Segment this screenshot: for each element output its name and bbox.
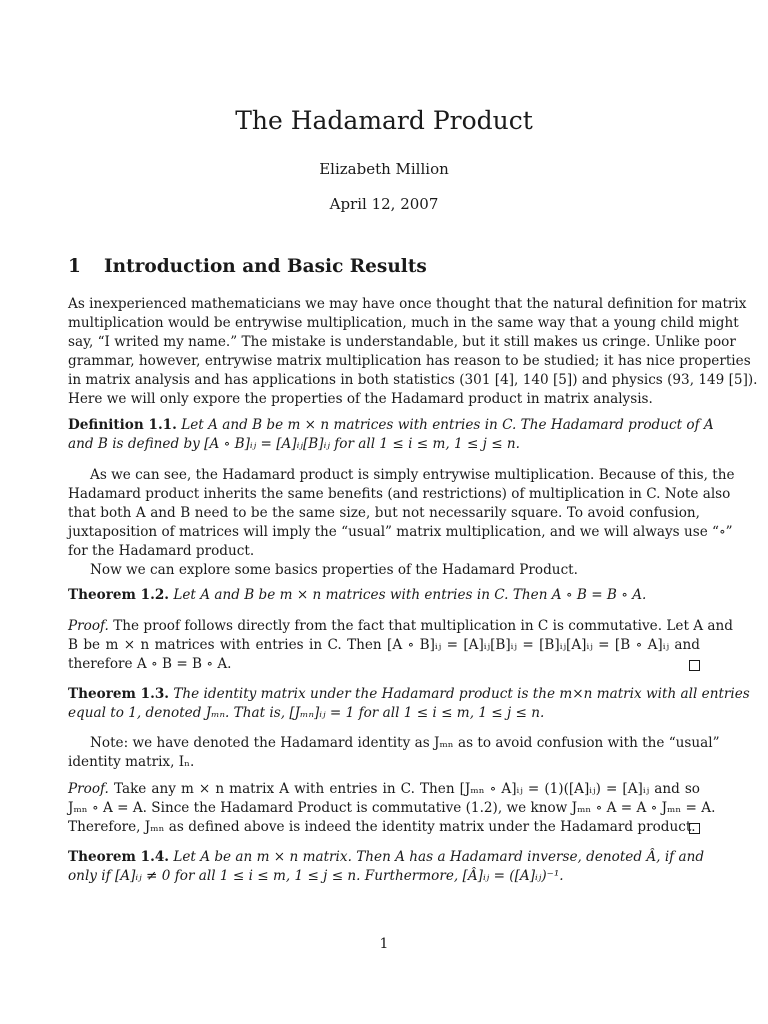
definition-1-1 [68, 416, 714, 454]
page-number: 1 [379, 936, 389, 952]
definition-text: Let A and B be m × n matrices with entries in C. The Hadamard product of A [181, 417, 714, 433]
text-line: grammar, however, entrywise matrix multiplication has reason to be studied; it has nice properties [68, 353, 751, 369]
proof-text: B be m × n matrices with entries in C. Then [A ∘ B]ᵢⱼ = [A]ᵢⱼ[B]ᵢⱼ = [B]ᵢⱼ[A]ᵢⱼ = [B ∘ A]ᵢⱼ and [68, 637, 700, 653]
text-line: As we can see, the Hadamard product is simply entrywise multiplication. Because of this, the [90, 467, 735, 483]
text-line: that both A and B need to be the same size, but not necessarily square. To avoid confusion, [68, 505, 700, 521]
definition-head: Definition 1.1. [68, 417, 177, 433]
proof-head: Proof. [68, 618, 109, 634]
text-line: say, “I writed my name.” The mistake is understandable, but it still makes us cringe. Unlike poor [68, 334, 736, 350]
theorem-1-4 [68, 848, 705, 886]
text-line: multiplication would be entrywise multiplication, much in the same way that a young child might [68, 315, 739, 331]
text-line: Hadamard product inherits the same benefits (and restrictions) of multiplication in C. Note also [68, 486, 731, 502]
theorem-text: Let A and B be m × n matrices with entries in C. Then A ∘ B = B ∘ A. [173, 587, 647, 603]
proof-head: Proof. [68, 781, 109, 797]
theorem-text: The identity matrix under the Hadamard product is the m×n matrix with all entries [173, 686, 750, 702]
paper-date: April 12, 2007 [329, 195, 439, 213]
section-title: Introduction and Basic Results [104, 256, 427, 277]
note-paragraph [68, 734, 720, 772]
qed-icon [689, 823, 700, 834]
paragraph-3: Now we can explore some basics properties of the Hadamard Product. [90, 562, 578, 578]
text-line: As inexperienced mathematicians we may have once thought that the natural definition for matrix [68, 296, 747, 312]
text-line: in matrix analysis and has applications in both statistics (301 [4], 140 [5]) and physics (93, 149 [5]). [68, 372, 758, 388]
definition-text: and B is defined by [A ∘ B]ᵢⱼ = [A]ᵢⱼ[B]ᵢⱼ for all 1 ≤ i ≤ m, 1 ≤ j ≤ n. [68, 436, 520, 452]
proof-1-3 [68, 780, 716, 837]
theorem-head: Theorem 1.3. [68, 686, 170, 702]
qed-icon [689, 660, 700, 671]
proof-text: Jₘₙ ∘ A = A. Since the Hadamard Product is commutative (1.2), we know Jₘₙ ∘ A = A ∘ Jₘₙ = A. [68, 800, 716, 816]
text-line: Note: we have denoted the Hadamard identity as Jₘₙ as to avoid confusion with the “usual” [90, 735, 720, 751]
theorem-head: Theorem 1.4. [68, 849, 170, 865]
theorem-text: only if [A]ᵢⱼ ≠ 0 for all 1 ≤ i ≤ m, 1 ≤ j ≤ n. Furthermore, [Â]ᵢⱼ = ([A]ᵢⱼ)⁻¹. [68, 868, 564, 884]
intro-paragraph [68, 295, 758, 409]
paragraph-2 [68, 466, 735, 580]
author-name: Elizabeth Million [319, 160, 449, 178]
theorem-text: Let A be an m × n matrix. Then A has a Hadamard inverse, denoted Â, if and [173, 849, 705, 865]
theorem-1-3 [68, 685, 750, 723]
theorem-text: equal to 1, denoted Jₘₙ. That is, [Jₘₙ]ᵢⱼ = 1 for all 1 ≤ i ≤ m, 1 ≤ j ≤ n. [68, 705, 545, 721]
text-line: for the Hadamard product. [68, 543, 255, 559]
proof-text: therefore A ∘ B = B ∘ A. [68, 656, 232, 672]
proof-text: Therefore, Jₘₙ as defined above is indeed the identity matrix under the Hadamard product. [68, 819, 696, 835]
proof-text: The proof follows directly from the fact that multiplication in C is commutative. Let A and [113, 618, 733, 634]
text-line: identity matrix, Iₙ. [68, 754, 195, 770]
proof-1-2 [68, 617, 733, 674]
paper-title: The Hadamard Product [235, 106, 533, 135]
section-number: 1 [68, 256, 81, 277]
text-line: Here we will only expore the properties of the Hadamard product in matrix analysis. [68, 391, 653, 407]
section-heading [68, 256, 427, 277]
theorem-head: Theorem 1.2. [68, 587, 170, 603]
proof-text: Take any m × n matrix A with entries in C. Then [Jₘₙ ∘ A]ᵢⱼ = (1)([A]ᵢⱼ) = [A]ᵢⱼ and so [113, 781, 700, 797]
theorem-1-2 [68, 586, 700, 605]
text-line: juxtaposition of matrices will imply the “usual” matrix multiplication, and we will always use “∘” [68, 524, 733, 540]
